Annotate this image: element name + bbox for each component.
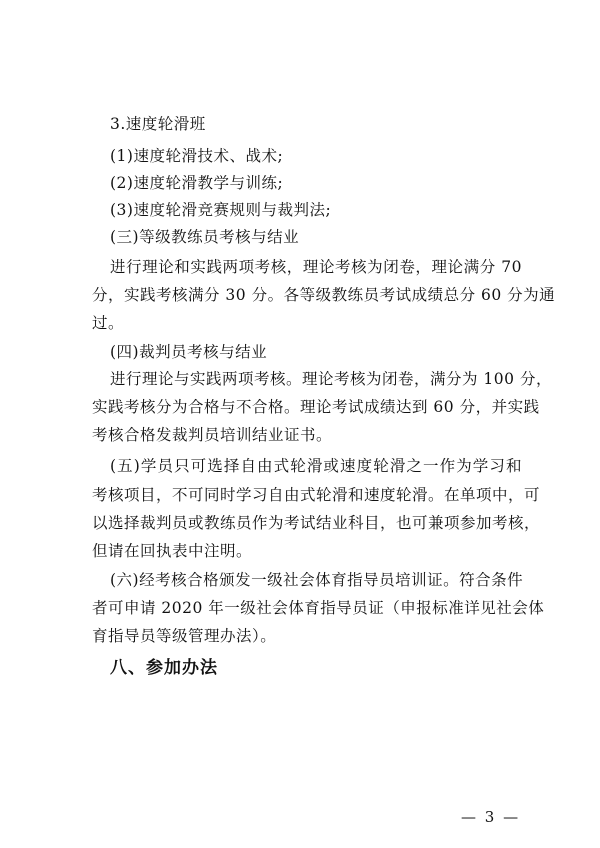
paragraph-line: 考核项目，不可同时学习自由式轮滑和速度轮滑。在单项中，可 [92,486,541,504]
list-item-3: (3)速度轮滑竞赛规则与裁判法; [110,201,332,219]
paragraph-line: 考核合格发裁判员培训结业证书。 [92,426,333,444]
paragraph-line: (五)学员只可选择自由式轮滑或速度轮滑之一作为学习和 [110,457,522,475]
heading-referee-assessment: (四)裁判员考核与结业 [110,343,268,361]
paragraph-line: 分，实践考核满分 30 分。各等级教练员考试成绩总分 60 分为通 [92,286,556,304]
paragraph-line: 者可申请 2020 年一级社会体育指导员证（申报标准详见社会体 [92,599,545,617]
paragraph-line: 进行理论与实践两项考核。理论考核为闭卷，满分为 100 分， [110,370,552,388]
section-heading-participation: 八、参加办法 [110,658,218,678]
paragraph-line: (六)经考核合格颁发一级社会体育指导员培训证。符合条件 [110,571,524,589]
list-item-1: (1)速度轮滑技术、战术; [110,147,284,165]
subsection-speed-skating-class: 3.速度轮滑班 [110,115,206,133]
paragraph-line: 进行理论和实践两项考核，理论考核为闭卷，理论满分 70 [110,258,522,276]
paragraph-line: 过。 [92,314,125,332]
paragraph-line: 实践考核分为合格与不合格。理论考试成绩达到 60 分，并实践 [92,398,540,416]
paragraph-line: 育指导员等级管理办法）。 [92,627,277,645]
heading-coach-assessment: (三)等级教练员考核与结业 [110,228,300,246]
paragraph-line: 但请在回执表中注明。 [92,542,253,560]
page-number: — 3 — [461,808,521,826]
paragraph-line: 以选择裁判员或教练员作为考试结业科目，也可兼项参加考核， [92,514,541,532]
list-item-2: (2)速度轮滑教学与训练; [110,174,284,192]
